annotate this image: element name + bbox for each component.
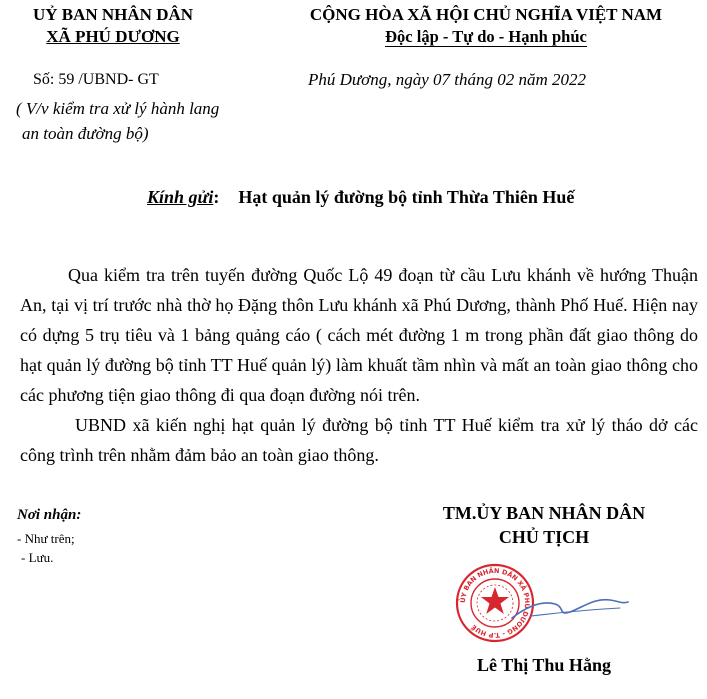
- recipient-line: [147, 187, 574, 208]
- receivers-title: Nơi nhận:: [17, 507, 82, 523]
- place-and-date: Phú Dương, ngày 07 tháng 02 năm 2022: [308, 70, 587, 89]
- signature-role: CHỦ TỊCH: [498, 527, 590, 547]
- subject-line2: an toàn đường bộ): [22, 124, 149, 143]
- recipient-label: Kính gửi: [147, 187, 214, 207]
- signature-organization: TM.ỦY BAN NHÂN DÂN: [442, 503, 646, 523]
- document-subject: [16, 96, 219, 146]
- motto: Độc lập - Tự do - Hạnh phúc: [385, 27, 587, 46]
- receiver-item: - Như trên;: [17, 531, 75, 546]
- subject-line1: ( V/v kiểm tra xử lý hành lang: [16, 99, 220, 118]
- body-paragraph-1: Qua kiểm tra trên tuyến đường Quốc Lộ 49 đoạn từ cầu Lưu khánh về hướng Thuận An, tại vị trí trước nhà thờ họ Đặng thôn Lưu khánh xã Phú Dương, thành Phố Huế. Hiện nay có dựng 5 trụ tiêu và 1 bảng quảng cáo ( cách mét đường 1 m trong phần đất giao thông do hạt quản lý đường bộ tỉnh TT Huế quản lý) làm khuất tầm nhìn và mất an toàn giao thông cho các phương tiện giao thông đi qua đoạn đường nói trên.: [20, 265, 698, 405]
- nation-name: CỘNG HÒA XÃ HỘI CHỦ NGHĨA VIỆT NAM: [309, 5, 663, 24]
- seal-text: ỦY BAN NHÂN DÂN XÃ PHÚ DƯƠNG - T.P HUẾ: [458, 566, 532, 640]
- org-name-line1: UỶ BAN NHÂN DÂN: [32, 5, 194, 24]
- body-paragraph-2: UBND xã kiến nghị hạt quản lý đường bộ tỉnh TT Huế kiểm tra xử lý tháo dở các công trình trên nhằm đảm bảo an toàn giao thông.: [20, 415, 698, 465]
- recipient-colon: :: [213, 187, 220, 207]
- document-body: [20, 260, 698, 470]
- recipient-name: Hạt quản lý đường bộ tỉnh Thừa Thiên Huế: [238, 187, 575, 207]
- header-national-motto: [276, 4, 696, 48]
- org-name-line2: XÃ PHÚ DƯƠNG: [46, 27, 180, 46]
- handwritten-signature-icon: [510, 588, 630, 628]
- header-organization: [8, 4, 218, 48]
- signer-name: Lê Thị Thu Hằng: [477, 655, 611, 675]
- receiver-item: - Lưu.: [21, 550, 54, 565]
- document-number: Số: 59 /UBND- GT: [33, 71, 159, 88]
